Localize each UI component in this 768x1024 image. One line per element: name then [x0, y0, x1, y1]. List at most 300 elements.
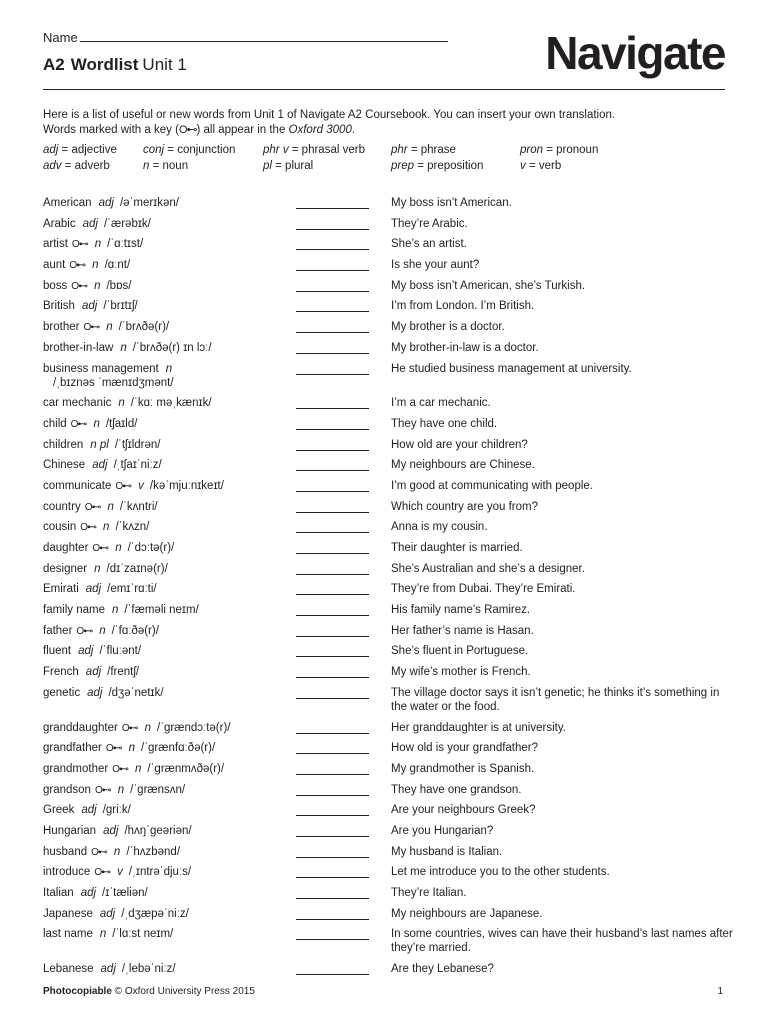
- translation-blank[interactable]: [296, 491, 369, 492]
- example-sentence: Are they Lebanese?: [391, 963, 494, 976]
- header-divider: [43, 89, 725, 90]
- word-row: [43, 582, 733, 603]
- translation-blank[interactable]: [296, 753, 369, 754]
- example-sentence: My boss isn’t American, she’s Turkish.: [391, 279, 586, 292]
- part-of-speech: n: [94, 562, 101, 575]
- word-text: grandson: [43, 783, 91, 796]
- word-entry: [43, 279, 283, 294]
- word-text: country: [43, 500, 81, 513]
- word-text: artist: [43, 238, 68, 251]
- part-of-speech: adj: [81, 300, 98, 313]
- key-icon: O⊷: [83, 322, 100, 334]
- example-sentence: In some countries, wives can have their husband’s last names after they’re married.: [391, 928, 733, 955]
- word-entry: [43, 500, 283, 515]
- word-entry: [43, 299, 283, 313]
- pronunciation: /ˈbrʌðə(r)/: [118, 321, 170, 334]
- abbr-item: pron = pronoun: [520, 144, 599, 156]
- part-of-speech: adj: [100, 963, 116, 976]
- word-row: [43, 479, 733, 500]
- abbr-item: v = verb: [520, 159, 562, 172]
- translation-blank[interactable]: [296, 229, 369, 230]
- word-entry: [43, 562, 283, 576]
- example-sentence: How old are your children?: [391, 438, 528, 451]
- word-text: Chinese: [43, 459, 86, 472]
- pronunciation: /əˈmerɪkən/: [119, 197, 179, 209]
- translation-blank[interactable]: [296, 795, 369, 796]
- word-text: Japanese: [43, 907, 93, 920]
- part-of-speech: n: [92, 259, 99, 272]
- pronunciation: /ˈkɑː məˌkænɪk/: [130, 397, 212, 410]
- word-text: daughter: [43, 542, 89, 554]
- example-sentence: I’m a car mechanic.: [391, 397, 491, 410]
- translation-blank[interactable]: [296, 836, 369, 837]
- pronunciation: /ˈɡrænmʌðə(r)/: [147, 762, 225, 775]
- example-sentence: Let me introduce you to the other students.: [391, 866, 610, 879]
- key-icon: O⊷: [92, 543, 109, 554]
- example-sentence: Is she your aunt?: [391, 259, 480, 272]
- part-of-speech: n: [120, 341, 127, 354]
- example-sentence: Are your neighbours Greek?: [391, 804, 536, 817]
- abbr-item: pl = plural: [263, 159, 314, 172]
- pronunciation: /ˈfæməli neɪm/: [124, 604, 199, 617]
- word-row: [43, 500, 733, 521]
- translation-blank[interactable]: [296, 470, 369, 471]
- word-entry: [43, 603, 283, 617]
- word-row: [43, 665, 733, 686]
- translation-blank[interactable]: [296, 594, 369, 595]
- word-text: French: [43, 666, 79, 679]
- key-icon: O⊷: [178, 124, 197, 136]
- example-sentence: The village doctor says it isn’t genetic; he thinks it’s something in the water or the food.: [391, 686, 720, 713]
- word-text: Emirati: [43, 583, 79, 596]
- part-of-speech: n: [94, 238, 102, 251]
- intro-line-2c: .: [351, 124, 356, 136]
- word-row: [43, 320, 733, 341]
- word-row: [43, 603, 733, 624]
- pronunciation: /tʃaɪld/: [105, 417, 138, 430]
- key-icon: O⊷: [80, 522, 97, 534]
- word-text: grandfather: [43, 742, 102, 755]
- part-of-speech: adj: [81, 804, 97, 817]
- word-entry: [43, 845, 283, 860]
- example-sentence: My neighbours are Chinese.: [391, 459, 535, 472]
- example-sentence: Their daughter is married.: [391, 542, 523, 554]
- word-row: [43, 562, 733, 583]
- translation-blank[interactable]: [296, 270, 369, 271]
- word-text: Greek: [43, 804, 75, 817]
- part-of-speech: n: [107, 500, 114, 513]
- translation-blank[interactable]: [296, 291, 369, 292]
- abbr-item: conj = conjunction: [143, 144, 236, 156]
- translation-blank[interactable]: [296, 574, 369, 575]
- abbr-item: n = noun: [143, 159, 189, 172]
- pronunciation: /ɡriːk/: [102, 804, 131, 817]
- translation-blank[interactable]: [296, 615, 369, 616]
- example-sentence: She’s Australian and she’s a designer.: [391, 562, 585, 575]
- word-text: business management: [43, 362, 159, 375]
- example-sentence: She’s an artist.: [391, 238, 467, 251]
- page-number: 1: [717, 986, 723, 997]
- word-text: American: [43, 197, 92, 209]
- part-of-speech: n: [113, 845, 121, 858]
- key-icon: O⊷: [76, 625, 93, 637]
- word-row: [43, 396, 733, 417]
- abbr-item: prep = preposition: [391, 159, 484, 172]
- translation-blank[interactable]: [296, 429, 369, 430]
- abbr-col-2: [143, 143, 235, 174]
- pronunciation: /ˌbɪznəs ˈmænɪdʒmənt/: [53, 376, 174, 389]
- word-entry: [43, 396, 283, 410]
- word-text: fluent: [43, 645, 72, 658]
- word-row: [43, 741, 733, 762]
- word-row: [43, 686, 733, 721]
- key-icon: O⊷: [115, 480, 132, 492]
- example-sentence: They have one grandson.: [391, 783, 522, 796]
- word-row: [43, 803, 733, 824]
- abbr-col-3: [263, 143, 365, 174]
- part-of-speech: n: [112, 604, 119, 617]
- part-of-speech: n: [135, 762, 142, 775]
- word-row: [43, 196, 733, 217]
- part-of-speech: n: [118, 397, 125, 410]
- word-text: genetic: [43, 686, 81, 699]
- word-text: family name: [43, 604, 105, 617]
- word-entry: [43, 886, 283, 900]
- word-row: [43, 341, 733, 362]
- pronunciation: /ˈbrɪtɪʃ/: [103, 300, 138, 313]
- example-sentence: Anna is my cousin.: [391, 521, 488, 534]
- intro-text: [43, 108, 733, 138]
- abbr-col-4: [391, 143, 483, 174]
- key-icon: O⊷: [71, 239, 88, 251]
- word-entry: [43, 824, 283, 838]
- pronunciation: /dɪˈzaɪnə(r)/: [106, 562, 168, 575]
- translation-blank[interactable]: [296, 877, 369, 878]
- example-sentence: Which country are you from?: [391, 500, 539, 513]
- word-row: [43, 258, 733, 279]
- translation-blank[interactable]: [296, 249, 369, 250]
- part-of-speech: adj: [103, 824, 119, 837]
- word-row: [43, 886, 733, 907]
- pronunciation: /ˈtʃɪldrən/: [114, 438, 161, 451]
- word-entry: [43, 417, 283, 432]
- part-of-speech: adj: [87, 686, 103, 699]
- example-sentence: How old is your grandfather?: [391, 742, 539, 755]
- word-text: grandmother: [43, 762, 109, 775]
- word-entry: [43, 962, 283, 976]
- word-row: [43, 783, 733, 804]
- translation-blank[interactable]: [296, 857, 369, 858]
- example-sentence: Are you Hungarian?: [391, 824, 494, 837]
- word-row: [43, 438, 733, 459]
- abbr-item: adj = adjective: [43, 144, 117, 156]
- abbr-item: adv = adverb: [43, 159, 110, 172]
- key-icon: O⊷: [91, 846, 107, 858]
- word-text: Lebanese: [43, 963, 94, 976]
- word-entry: [43, 907, 283, 921]
- example-sentence: My grandmother is Spanish.: [391, 762, 535, 775]
- part-of-speech: adj: [98, 197, 114, 209]
- translation-blank[interactable]: [296, 332, 369, 333]
- word-entry: [43, 320, 283, 335]
- word-row: [43, 624, 733, 645]
- oxford-3000-label: Oxford 3000: [288, 124, 352, 136]
- name-input-line[interactable]: [80, 41, 448, 42]
- word-row: [43, 299, 733, 320]
- part-of-speech: adj: [85, 583, 102, 596]
- part-of-speech: n: [93, 417, 100, 430]
- word-entry: [43, 665, 283, 679]
- example-sentence: I’m good at communicating with people.: [391, 479, 593, 492]
- word-row: [43, 644, 733, 665]
- pronunciation: /ˈlɑːst neɪm/: [112, 928, 174, 941]
- word-entry: [43, 582, 283, 596]
- word-row: [43, 721, 733, 742]
- word-row: [43, 417, 733, 438]
- level-label: A2: [43, 55, 65, 74]
- pronunciation: /ˈdɔːtə(r)/: [127, 542, 175, 554]
- word-text: communicate: [43, 479, 112, 492]
- example-sentence: They’re from Dubai. They’re Emirati.: [391, 583, 576, 596]
- word-text: last name: [43, 928, 93, 941]
- pronunciation: /frentʃ/: [107, 666, 140, 679]
- key-icon: O⊷: [70, 418, 87, 430]
- word-row: [43, 762, 733, 783]
- abbr-item: phr = phrase: [391, 144, 456, 156]
- part-of-speech: adj: [85, 666, 102, 679]
- word-entry: [43, 686, 283, 700]
- footer-copyright: [43, 986, 255, 997]
- example-sentence: His family name’s Ramirez.: [391, 604, 531, 617]
- part-of-speech: n: [99, 624, 106, 637]
- word-text: introduce: [43, 866, 91, 879]
- word-row: [43, 458, 733, 479]
- translation-blank[interactable]: [296, 450, 369, 451]
- abbr-col-5: [520, 143, 598, 174]
- intro-line-2b: ) all appear in the: [196, 124, 289, 136]
- example-sentence: She’s fluent in Portuguese.: [391, 645, 529, 658]
- wordlist-label: Wordlist: [70, 55, 139, 74]
- part-of-speech: n: [115, 542, 122, 554]
- example-sentence: My husband is Italian.: [391, 845, 503, 858]
- example-sentence: My boss isn’t American.: [391, 197, 512, 209]
- part-of-speech: n: [103, 521, 110, 534]
- page-title: [43, 55, 187, 75]
- word-entry: [43, 237, 283, 252]
- word-row: [43, 962, 733, 983]
- word-text: boss: [43, 279, 68, 292]
- photocopiable-label: Photocopiable: [43, 986, 112, 997]
- word-text: husband: [43, 845, 88, 858]
- pronunciation: /ˈbrʌðə(r) ɪn lɔː/: [132, 341, 212, 354]
- word-text: aunt: [43, 259, 66, 272]
- word-entry: [43, 196, 283, 210]
- word-entry: [43, 479, 283, 494]
- word-row: [43, 865, 733, 886]
- word-row: [43, 520, 733, 541]
- part-of-speech: n pl: [90, 438, 109, 451]
- example-sentence: My wife’s mother is French.: [391, 666, 531, 679]
- key-icon: O⊷: [71, 280, 88, 292]
- word-row: [43, 362, 733, 397]
- example-sentence: My brother is a doctor.: [391, 321, 505, 334]
- example-sentence: They’re Arabic.: [391, 217, 468, 230]
- word-text: Italian: [43, 887, 74, 899]
- word-entry: [43, 438, 283, 452]
- pronunciation: /dʒəˈnetɪk/: [108, 686, 164, 699]
- word-entry: [43, 258, 283, 273]
- word-entry: [43, 362, 283, 390]
- word-entry: [43, 865, 283, 880]
- part-of-speech: adj: [99, 907, 116, 920]
- part-of-speech: n: [144, 721, 151, 734]
- word-text: brother: [43, 321, 80, 334]
- translation-blank[interactable]: [296, 636, 369, 637]
- word-row: [43, 907, 733, 928]
- copyright-text: © Oxford University Press 2015: [111, 986, 255, 997]
- word-entry: [43, 458, 283, 472]
- translation-blank[interactable]: [296, 512, 369, 513]
- key-icon: O⊷: [121, 722, 138, 734]
- part-of-speech: adj: [78, 645, 94, 658]
- word-entry: [43, 741, 283, 756]
- pronunciation: /ˈærəbɪk/: [103, 217, 151, 230]
- translation-blank[interactable]: [296, 532, 369, 533]
- example-sentence: They’re Italian.: [391, 887, 467, 899]
- word-entry: [43, 624, 283, 639]
- pronunciation: /ɑːnt/: [104, 259, 131, 272]
- pronunciation: /ˌɪntrəˈdjuːs/: [128, 866, 192, 879]
- word-text: child: [43, 417, 67, 430]
- word-row: [43, 217, 733, 238]
- pronunciation: /hʌŋˈɡeəriən/: [124, 824, 192, 837]
- translation-blank[interactable]: [296, 733, 369, 734]
- translation-blank[interactable]: [296, 974, 369, 975]
- word-text: Hungarian: [43, 824, 97, 837]
- word-entry: [43, 644, 283, 658]
- word-entry: [43, 721, 283, 736]
- translation-blank[interactable]: [296, 311, 369, 312]
- translation-blank[interactable]: [296, 919, 369, 920]
- key-icon: O⊷: [105, 743, 122, 755]
- part-of-speech: n: [165, 362, 173, 375]
- word-text: British: [43, 300, 75, 313]
- intro-line-1: Here is a list of useful or new words from Unit 1 of Navigate A2 Coursebook. You can insert your own translation.: [43, 109, 616, 121]
- key-icon: O⊷: [94, 867, 111, 879]
- example-sentence: My neighbours are Japanese.: [391, 907, 543, 920]
- part-of-speech: v: [138, 479, 144, 492]
- example-sentence: I’m from London. I’m British.: [391, 300, 535, 313]
- word-text: children: [43, 438, 84, 451]
- word-entry: [43, 541, 283, 556]
- word-row: [43, 237, 733, 258]
- word-text: Arabic: [43, 217, 76, 230]
- example-sentence: My brother-in-law is a doctor.: [391, 341, 539, 354]
- part-of-speech: adj: [92, 459, 108, 472]
- translation-blank[interactable]: [296, 408, 369, 409]
- pronunciation: /ˈɑːtɪst/: [107, 238, 144, 251]
- word-text: father: [43, 624, 73, 637]
- word-row: [43, 824, 733, 845]
- word-row: [43, 845, 733, 866]
- name-label: Name: [43, 30, 78, 45]
- key-icon: O⊷: [112, 763, 128, 775]
- word-entry: [43, 783, 283, 798]
- example-sentence: He studied business management at university.: [391, 362, 632, 375]
- part-of-speech: adj: [80, 887, 97, 899]
- intro-line-2a: Words marked with a key (: [43, 124, 179, 136]
- translation-blank[interactable]: [296, 677, 369, 678]
- word-entry: [43, 803, 283, 817]
- intro-line-2: [43, 123, 733, 138]
- translation-blank[interactable]: [296, 374, 369, 375]
- pronunciation: /emɪˈrɑːti/: [107, 583, 157, 596]
- pronunciation: /kəˈmjuːnɪkeɪt/: [149, 479, 224, 492]
- pronunciation: /ˈɡrænfɑːðə(r)/: [141, 742, 216, 755]
- word-entry: [43, 762, 283, 777]
- word-row: [43, 279, 733, 300]
- pronunciation: /ˈfluːənt/: [99, 645, 142, 658]
- word-entry: [43, 217, 283, 231]
- word-row: [43, 927, 733, 962]
- pronunciation: /ˌtʃaɪˈniːz/: [113, 459, 162, 472]
- example-sentence: Her father’s name is Hasan.: [391, 624, 534, 637]
- word-entry: [43, 520, 283, 535]
- word-list: [43, 196, 733, 983]
- pronunciation: /ˈkʌntri/: [119, 500, 158, 513]
- pronunciation: /ˌdʒæpəˈniːz/: [121, 907, 189, 920]
- pronunciation: /ɪˈtæliən/: [102, 887, 148, 899]
- part-of-speech: n: [94, 279, 101, 292]
- pronunciation: /ˌlebəˈniːz/: [121, 963, 176, 976]
- translation-blank[interactable]: [296, 698, 369, 699]
- translation-blank[interactable]: [296, 208, 369, 209]
- brand-logo: Navigate: [545, 27, 725, 79]
- word-text: granddaughter: [43, 721, 118, 734]
- pronunciation: /ˈɡrændɔːtə(r)/: [157, 721, 231, 734]
- example-sentence: They have one child.: [391, 417, 498, 430]
- pronunciation: /ˈkʌzn/: [115, 521, 150, 534]
- abbr-col-1: [43, 143, 117, 174]
- pronunciation: /ˈfɑːðə(r)/: [111, 624, 159, 637]
- part-of-speech: v: [117, 866, 123, 879]
- part-of-speech: n: [99, 928, 107, 941]
- key-icon: O⊷: [69, 260, 86, 272]
- translation-blank[interactable]: [296, 774, 369, 775]
- word-text: car mechanic: [43, 397, 112, 410]
- translation-blank[interactable]: [296, 656, 369, 657]
- translation-blank[interactable]: [296, 939, 369, 940]
- translation-blank[interactable]: [296, 898, 369, 899]
- word-entry: [43, 341, 283, 355]
- key-icon: O⊷: [84, 501, 101, 513]
- example-sentence: Her granddaughter is at university.: [391, 721, 566, 734]
- word-text: designer: [43, 562, 88, 575]
- part-of-speech: adj: [82, 217, 98, 230]
- word-text: brother-in-law: [43, 341, 114, 354]
- translation-blank[interactable]: [296, 553, 369, 554]
- unit-label: Unit 1: [142, 55, 187, 74]
- abbr-item: phr v = phrasal verb: [263, 144, 365, 156]
- translation-blank[interactable]: [296, 815, 369, 816]
- part-of-speech: n: [117, 783, 125, 796]
- translation-blank[interactable]: [296, 353, 369, 354]
- word-entry: [43, 927, 283, 941]
- pronunciation: /ˈɡrænsʌn/: [130, 783, 186, 796]
- key-icon: O⊷: [94, 784, 111, 796]
- word-text: cousin: [43, 521, 77, 534]
- pronunciation: /bɒs/: [106, 279, 132, 292]
